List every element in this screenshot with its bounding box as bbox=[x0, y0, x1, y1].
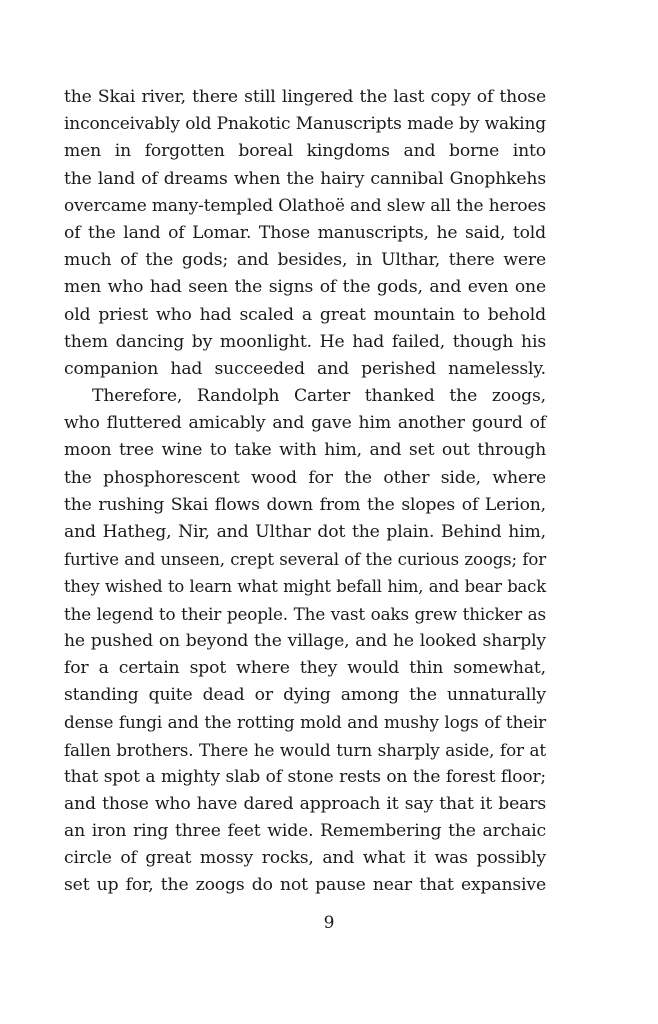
text-line: men in forgotten boreal kingdoms and borne into bbox=[64, 141, 546, 162]
text-line: overcame many-templed Olathoë and slew all the heroes bbox=[64, 195, 546, 216]
text-line: much of the gods; and besides, in Ulthar, there were bbox=[64, 250, 546, 271]
text-line: he pushed on beyond the village, and he looked sharply bbox=[64, 630, 546, 651]
text-line: inconceivably old Pnakotic Manuscripts made by waking bbox=[64, 114, 546, 135]
text-line: that spot a mighty slab of stone rests on the forest floor; bbox=[64, 766, 546, 787]
paragraph-2 bbox=[64, 383, 546, 900]
text-line: set up for, the zoogs do not pause near that expansive bbox=[64, 875, 546, 896]
text-line: and those who have dared approach it say that it bears bbox=[64, 793, 546, 814]
text-line: companion had succeeded and perished namelessly. bbox=[64, 358, 546, 379]
text-line: Therefore, Randolph Carter thanked the zoogs, bbox=[92, 386, 546, 407]
text-line: old priest who had scaled a great mountain to behold bbox=[64, 304, 546, 325]
text-line: furtive and unseen, crept several of the curious zoogs; for bbox=[64, 550, 546, 570]
text-line: who fluttered amicably and gave him another gourd of bbox=[64, 413, 546, 434]
text-line: men who had seen the signs of the gods, and even one bbox=[64, 277, 546, 298]
text-line: and Hatheg, Nir, and Ulthar dot the plain. Behind him, bbox=[64, 522, 546, 542]
text-line: them dancing by moonlight. He had failed, though his bbox=[64, 331, 546, 352]
text-line: dense fungi and the rotting mold and mushy logs of their bbox=[64, 712, 546, 733]
page-number: 9 bbox=[323, 913, 335, 933]
text-line: for a certain spot where they would thin somewhat, bbox=[64, 657, 546, 678]
text-line: the Skai river, there still lingered the last copy of those bbox=[64, 87, 546, 107]
text-line: of the land of Lomar. Those manuscripts, he said, told bbox=[64, 222, 546, 243]
paragraph-1 bbox=[64, 84, 546, 383]
text-line: the land of dreams when the hairy cannibal Gnophkehs bbox=[64, 168, 546, 189]
text-line: the legend to their people. The vast oaks grew thicker as bbox=[64, 603, 546, 624]
text-line: circle of great mossy rocks, and what it was possibly bbox=[64, 848, 546, 869]
text-line: they wished to learn what might befall him, and bear back bbox=[64, 577, 546, 597]
text-line: moon tree wine to take with him, and set out through bbox=[64, 440, 546, 461]
text-line: standing quite dead or dying among the unnaturally bbox=[64, 685, 546, 706]
text-line: the rushing Skai flows down from the slopes of Lerion, bbox=[64, 494, 546, 515]
text-line: the phosphorescent wood for the other side, where bbox=[64, 467, 546, 488]
text-line: an iron ring three feet wide. Remembering the archaic bbox=[64, 821, 546, 842]
text-line: fallen brothers. There he would turn sharply aside, for at bbox=[64, 739, 546, 760]
page-body bbox=[64, 84, 546, 900]
